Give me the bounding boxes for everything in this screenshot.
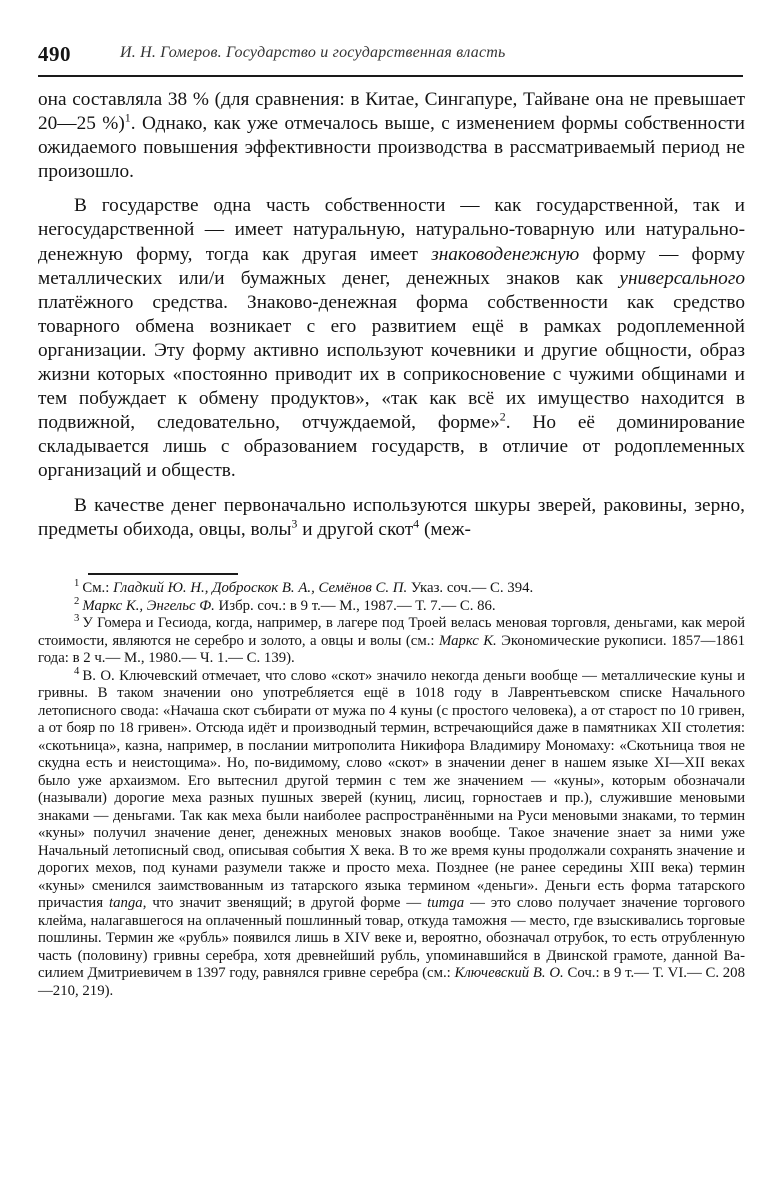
- paragraph-2: В государстве одна часть собственности — как государственной, так и негосударственной — имеет натуральную, натурально-товарную или натурально-денежную форму, тогда как другая имеет знаководенежную форму — форму металлических или/и бумажных денег, денежных знаков как универсального платёжного средства. Знаково-денежная форма собственности как средство товарного обмена возникает с его развитием ещё в рамках родоплеменной организации. Эту форму активно используют кочевники и другие общности, образ жизни которых «постоянно приводит их в соприкосновение с чужими общинами и тем побуждает к обмену продуктов», «так как всё их имущество находится в подвижной, следовательно, отчуждаемой, форме»$^2$. Но её доминирование складывается лишь с образованием государств, в отличие от родоплеменных организаций и обществ.: [38, 195, 745, 482]
- footnote-ref-1: 1: [124, 110, 131, 125]
- paragraph-3: В качестве денег первоначально используются шкуры зверей, раковины, зерно, предметы обихода, овцы, волы$^3$ и другой скот$^4$ (меж-: [38, 494, 745, 540]
- paragraph-1: она составляла 38 % (для сравнения: в Китае, Сингапуре, Тайване она не превышает 20—25 %)$^1$. Однако, как уже отмечалось выше, с изменением формы собственности ожидаемого повышения эффективности производства в рассматриваемый период не произошло.: [38, 89, 745, 183]
- footnote-1: $^1$ См.: Гладкий Ю. Н., Доброскок В. А., Семёнов С. П. Указ. соч.— С. 394.: [74, 578, 534, 596]
- main-text: [38, 88, 745, 542]
- footnote-4: $^4$ В. О. Ключевский отмечает, что слово «скот» значило некогда деньги вообще — металлические куны и гривны. В таком значении оно употребляется ещё в 1018 году в Лаврентьевском списке Начального летописного свода: «Начаша скот събирати от мужа по 4 куны (с простого человека), а от старост по 10 гривен, а от бояр по 18 гривен». Отсюда идёт и производный термин, встречающийся даже в памятниках XII столетия: «скотьница», казна, например, в послании митрополита Никифора Владимиру Мономаху: «Скотьница твоя не скудна есть и неистощима». Но, по-видимому, слово «скот» в значении денег в нашем языке XI—XII веках было уже архаизмом. Его вытеснил другой термин с тем же значением — «куны», которым обозначали (называли) дорогие меха разных пушных зверей (куниц, лисиц, горностаев и пр.), служившие меновыми знаками — деньгами. Так как меха были наиболее распространёнными на Руси меновыми знаками, то термин «куны» получил значение денег, денежных меновых знаков вообще. Такое значение знает за ними уже Начальный летописный свод, описывая события X века. В то же время куны продолжали сохранять значение и дорогих мехов, под кунами разумели также и просто меха. Позднее (не ранее середины XIII века) термин «куны» сменился заимствованным из татарского языка термином «деньги». Деньги есть форма татарского причастия tanga, что значит звенящий; в другой форме — tumga — это слово получает значение торгового клейма, налагавшегося на оплаченный пошлинный товар, откуда таможня — место, где взыскивались торговые пошлины. Термин же «рубль» появился лишь в XIV веке и, вероятно, обозначал отрубок, то есть отрубленную часть (половину) гривны серебра, хотя древнейший рубль, упоминавшийся в Двинской грамоте, данной Василием Дмитриевичем в 1397 году, равнялся гривне серебра (см.: Ключевский В. О. Соч.: в 9 т.— Т. VI.— С. 208—210, 219).: [38, 665, 745, 999]
- header-rule: [38, 75, 743, 77]
- footnote-3: $^3$ У Гомера и Гесиода, когда, например, в лагере под Троей велась меновая торговля, деньгами, как мерой стоимости, являются не серебро и золото, а овцы и волы (см.: Маркс К. Экономические рукописи. 1857—1861 года: в 2 ч.— М., 1980.— Ч. 1.— С. 139).: [38, 613, 745, 666]
- footnote-ref-3: 3: [291, 516, 298, 531]
- footnote-2: $^2$ Маркс К., Энгельс Ф. Избр. соч.: в 9 т.— М., 1987.— Т. 7.— С. 86.: [74, 595, 496, 614]
- footnote-ref-2: 2: [499, 409, 506, 424]
- page-header: [38, 42, 743, 70]
- page-number: 490: [38, 42, 71, 66]
- footnote-rule: [88, 573, 238, 575]
- footnotes: [38, 580, 745, 1000]
- footnote-ref-4: 4: [413, 516, 420, 531]
- running-head: И. Н. Гомеров. Государство и государственная власть: [120, 44, 506, 61]
